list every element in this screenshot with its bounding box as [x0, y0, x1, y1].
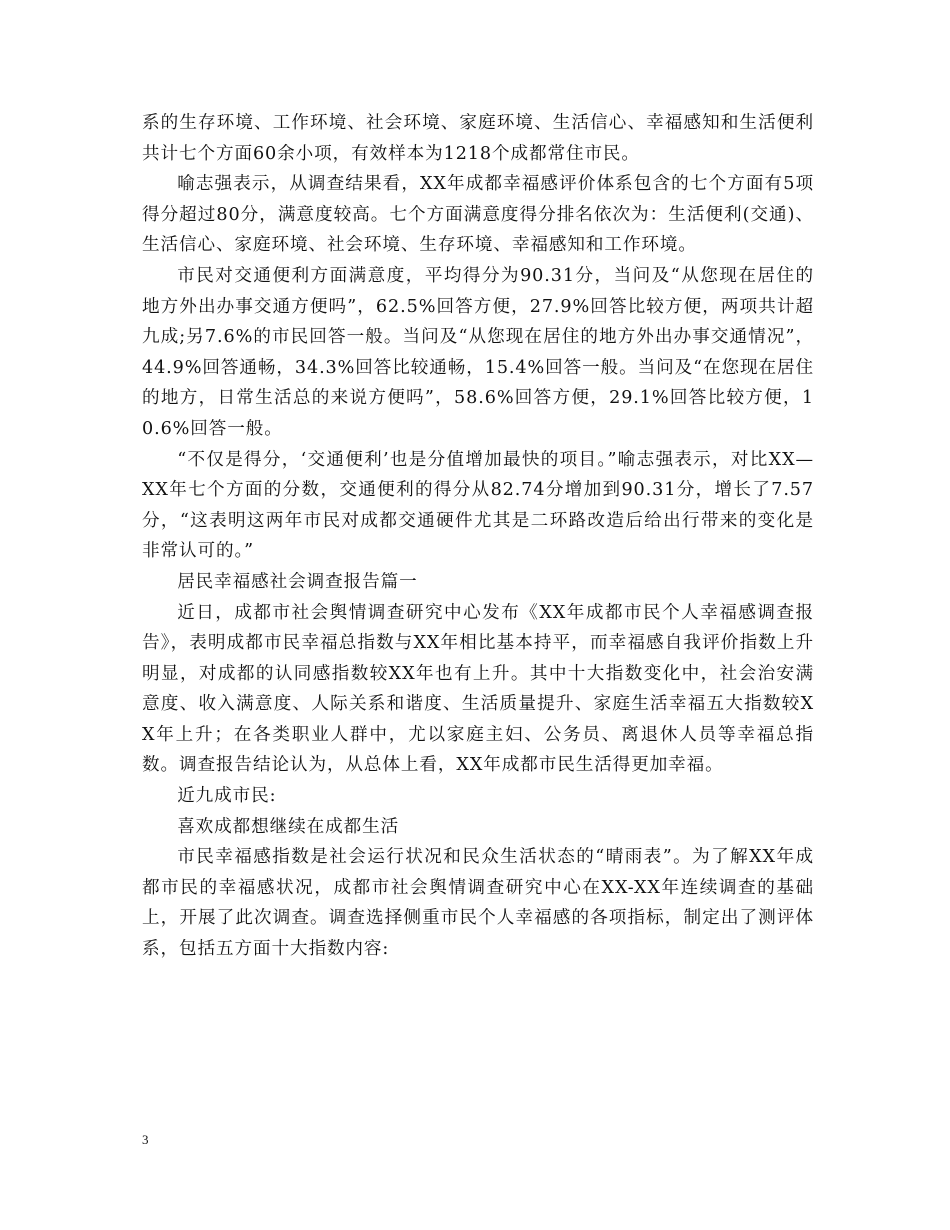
paragraph-2: 喻志强表示，从调查结果看，XX年成都幸福感评价体系包含的七个方面有5项得分超过80分，满意度较高。七个方面满意度得分排名依次为：生活便利(交通)、生活信心、家庭环境、社会环境、生存环境、幸福感知和工作环境。: [142, 174, 814, 256]
subheading-line-2: 喜欢成都想继续在成都生活: [177, 816, 400, 837]
document-body: [142, 108, 814, 965]
paragraph-4: “不仅是得分，‘交通便利’也是分值增加最快的项目。”喻志强表示，对比XX—XX年七个方面的分数，交通便利的得分从82.74分增加到90.31分，增长了7.57分，“这表明这两年市民对成都交通硬件尤其是二环路改造后给出行带来的变化是非常认可的。”: [142, 449, 814, 562]
paragraph-1: 系的生存环境、工作环境、社会环境、家庭环境、生活信心、幸福感知和生活便利共计七个方面60余小项，有效样本为1218个成都常住市民。: [142, 113, 814, 164]
paragraph-6: 市民幸福感指数是社会运行状况和民众生活状态的“晴雨表”。为了解XX年成都市民的幸福感状况，成都市社会舆情调查研究中心在XX-XX年连续调查的基础上，开展了此次调查。调查选择侧重市民个人幸福感的各项指标，制定出了测评体系，包括五方面十大指数内容:: [142, 847, 814, 960]
page-number: 3: [142, 1132, 149, 1147]
section-heading: 居民幸福感社会调查报告篇一: [177, 571, 418, 592]
paragraph-3: 市民对交通便利方面满意度，平均得分为90.31分，当问及“从您现在居住的地方外出办事交通方便吗”，62.5%回答方便，27.9%回答比较方便，两项共计超九成;另7.6%的市民回答一般。当问及“从您现在居住的地方外出办事交通情况”，44.9%回答通畅，34.3%回答比较通畅，15.4%回答一般。当问及“在您现在居住的地方，日常生活总的来说方便吗”，58.6%回答方便，29.1%回答比较方便，10.6%回答一般。: [142, 265, 814, 439]
subheading-line-1: 近九成市民:: [177, 786, 277, 807]
paragraph-5: 近日，成都市社会舆情调查研究中心发布《XX年成都市民个人幸福感调查报告》，表明成都市民幸福总指数与XX年相比基本持平，而幸福感自我评价指数上升明显，对成都的认同感指数较XX年也有上升。其中十大指数变化中，社会治安满意度、收入满意度、人际关系和谐度、生活质量提升、家庭生活幸福五大指数较XX年上升；在各类职业人群中，尤以家庭主妇、公务员、离退休人员等幸福总指数。调查报告结论认为，从总体上看，XX年成都市民生活得更加幸福。: [142, 602, 814, 776]
